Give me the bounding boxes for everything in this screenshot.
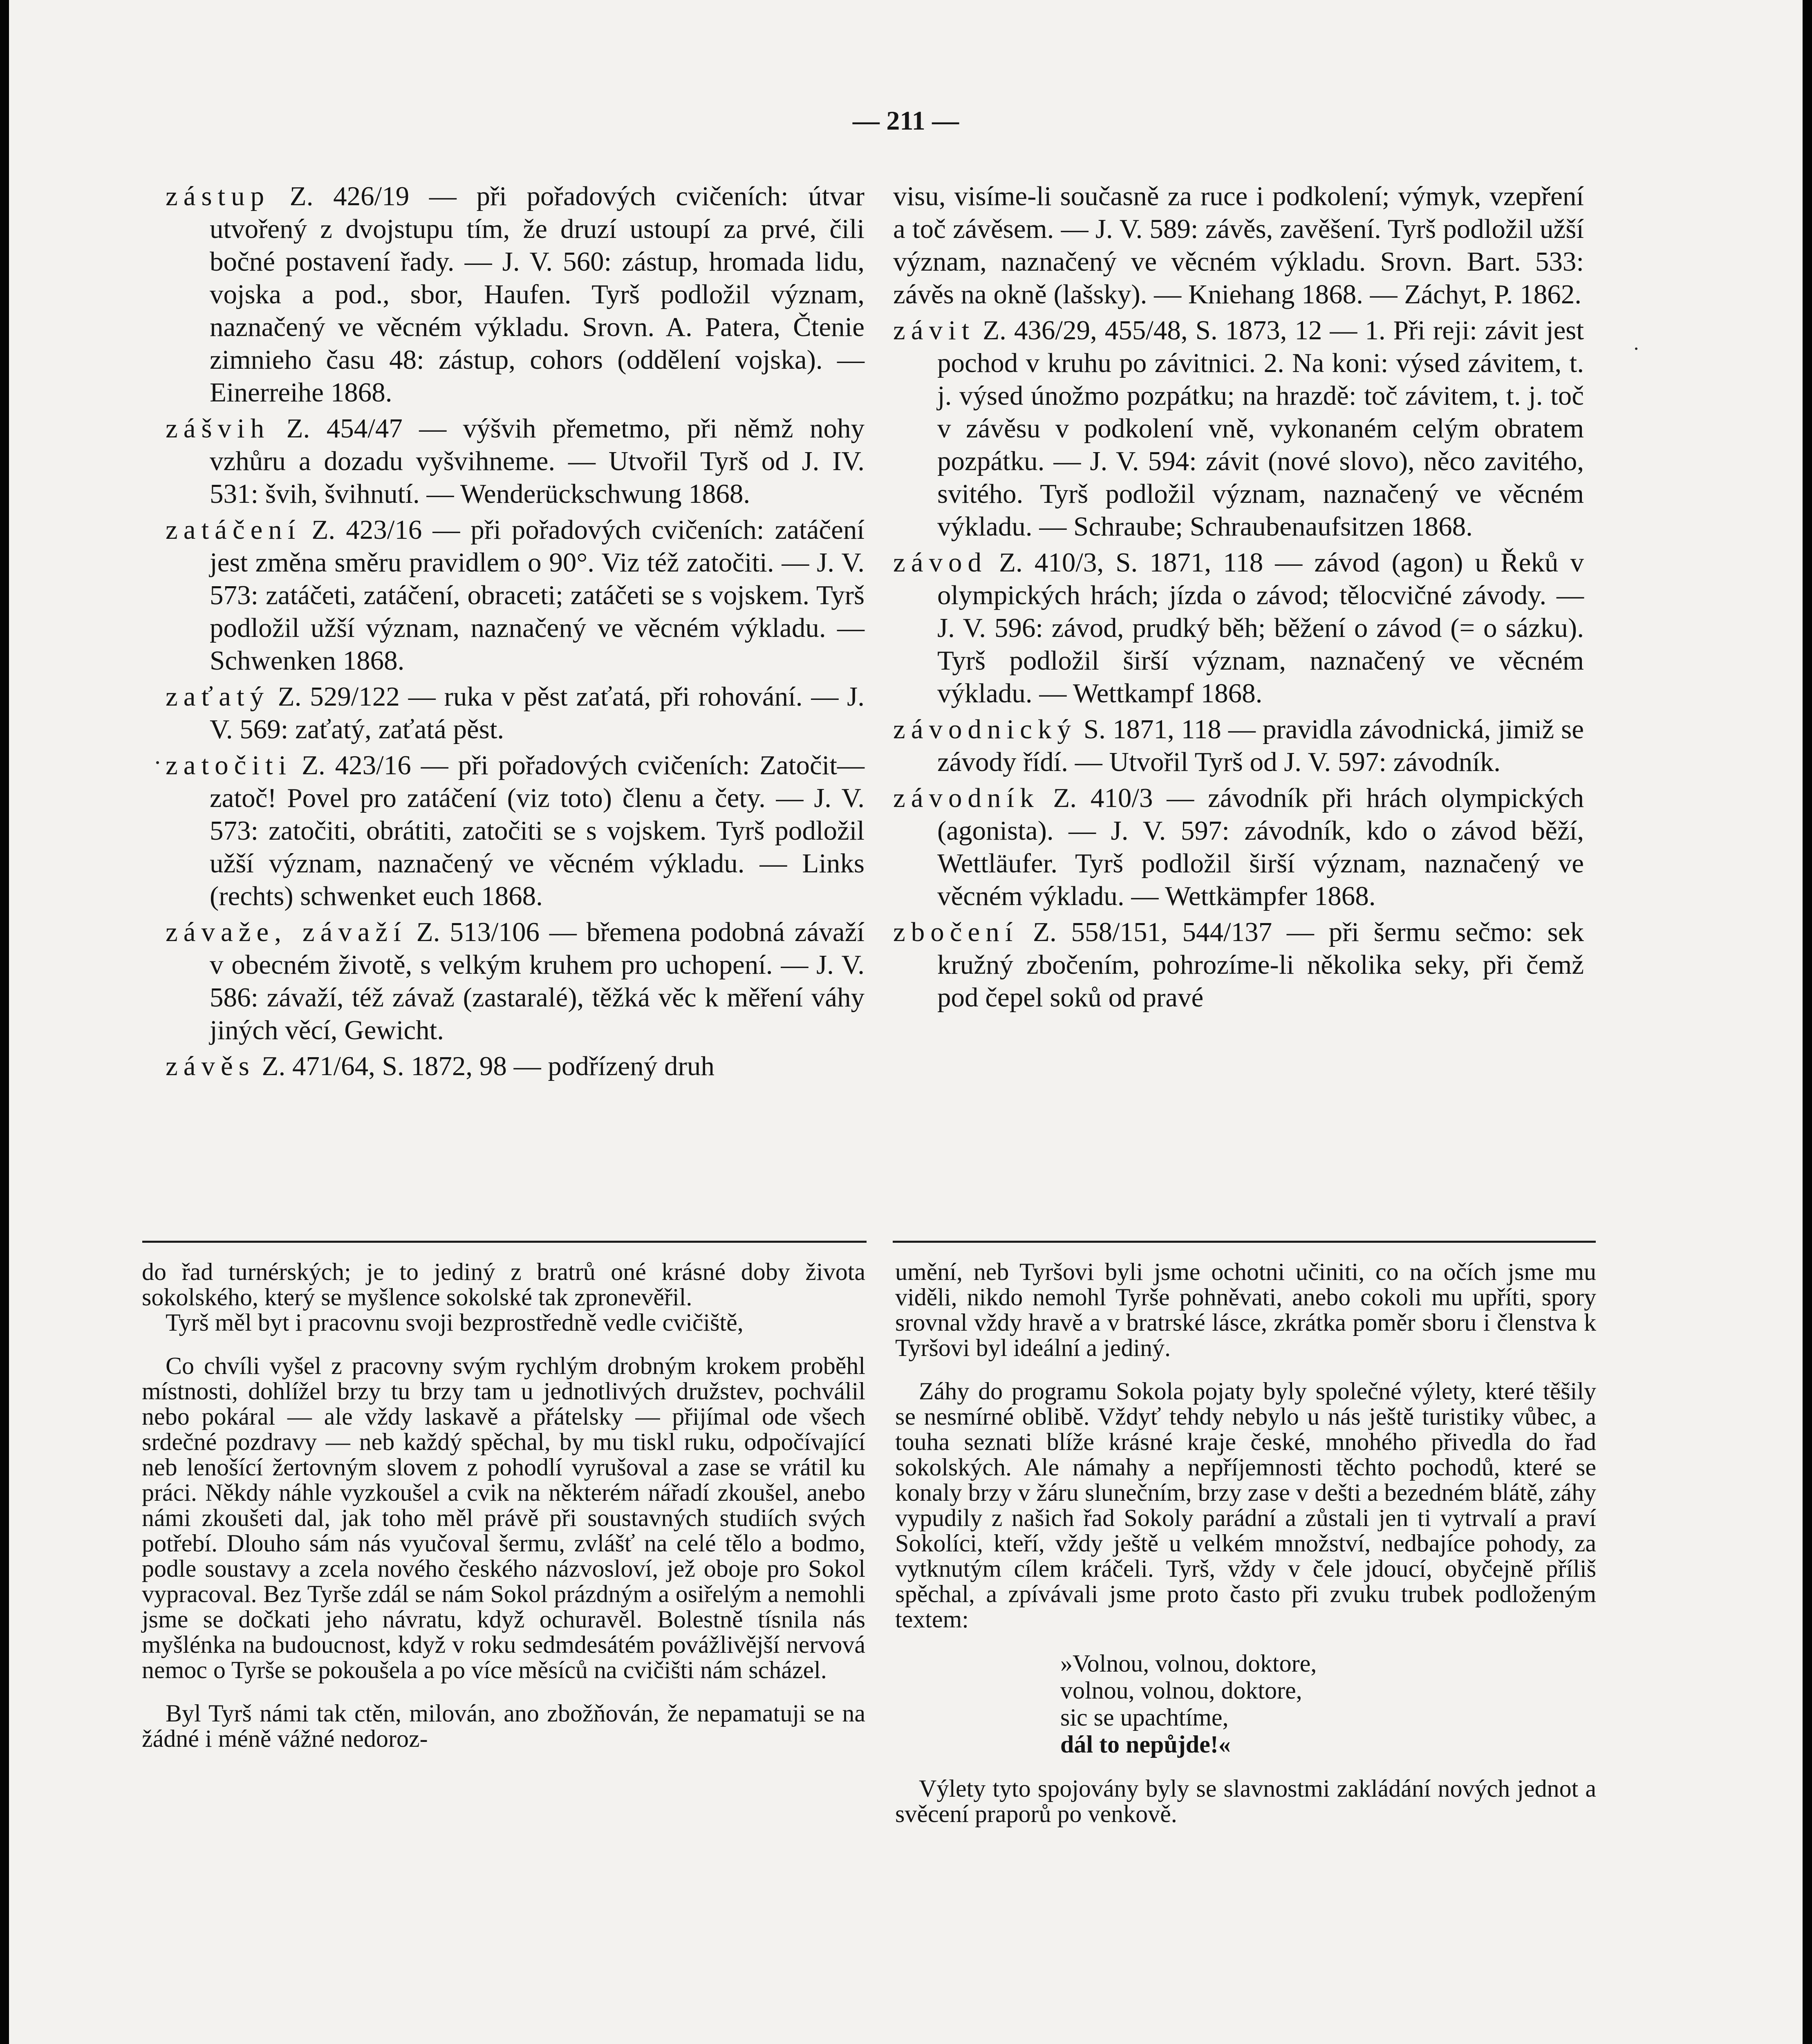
verse-line: »Volnou, volnou, doktore,: [1060, 1650, 1317, 1677]
memoir-paragraph: Výlety tyto spojovány byly se slavnostmi zakládání nových jednot a svěcení praporů po venkově.: [895, 1775, 1596, 1827]
section-divider-right: [893, 1241, 1596, 1243]
scan-speck: [1635, 347, 1637, 350]
entry-text: Z. 471/64, S. 1872, 98 — podřízený druh: [255, 1051, 714, 1081]
entry-zaves: [166, 1050, 865, 1083]
book-page: [9, 0, 1803, 2044]
entry-zavodnicky: [893, 713, 1584, 778]
entry-text: Z. 423/16 — při pořadových cvičeních: zatáčení jest změna směru pravidlem o 90°. Viz též zatočiti. — J. V. 573: zatáčeti, zatáčení, obraceti; zatáčeti se s vojskem. Tyrš podložil užší význam, naznačený ve věcném výkladu. — Schwenken 1868.: [210, 515, 865, 676]
entry-headword: zbočení: [893, 917, 1019, 947]
entry-headword: závodník: [893, 783, 1039, 813]
scan-speck: [156, 761, 159, 764]
entry-headword: závod: [893, 547, 987, 578]
dictionary-column-right: [893, 180, 1584, 1222]
entry-headword: závěs: [166, 1051, 255, 1081]
entry-zavod: [893, 546, 1584, 710]
scan-border-left: [0, 0, 9, 2044]
entry-zavaze: [166, 916, 865, 1047]
memoir-paragraph: umění, neb Tyršovi byli jsme ochotni učiniti, co na očích jsme mu viděli, nikdo nemohl Tyrše pohněvati, anebo cokoli mu upříti, spory srovnal vždy hravě a v bratrské lásce, zkrátka poměr sboru i členstva k Tyršovi byl ideální a jediný.: [895, 1258, 1596, 1361]
entry-text: Z. 558/151, 544/137 — při šermu sečmo: sek kružný zbočením, pohrozíme-li několika seky, při čemž pod čepel soků od pravé: [937, 917, 1584, 1013]
dictionary-column-left: [166, 180, 865, 1222]
verse-line: dál to nepůjde!«: [1060, 1731, 1231, 1758]
song-verse: [1060, 1650, 1596, 1758]
entry-zavodnik: [893, 782, 1584, 912]
entry-headword: zástup: [166, 181, 270, 211]
entry-zastup: [166, 180, 865, 409]
entry-text: Z. 529/122 — ruka v pěst zaťatá, při rohování. — J. V. 569: zaťatý, zaťatá pěst.: [210, 681, 865, 744]
entry-text: S. 1871, 118 — pravidla závodnická, jimiž se závody řídí. — Utvořil Tyrš od J. V. 597: závodník.: [937, 714, 1584, 777]
entry-text: Z. 454/47 — výšvih přemetmo, při němž nohy vzhůru a dozadu vyšvihneme. — Utvořil Tyrš od J. IV. 531: švih, švihnutí. — Wenderückschwung 1868.: [210, 413, 865, 509]
entry-zataceni: [166, 513, 865, 677]
entry-continuation: visu, visíme-li současně za ruce i podkolení; výmyk, vzepření a toč závěsem. — J. V. 589: závěs, zavěšení. Tyrš podložil užší význam, naznačený ve věcném výkladu. Srovn. Bart. 533: závěs na okně (lašsky). — Kniehang 1868. — Záchyt, P. 1862.: [893, 181, 1584, 309]
entry-zavit: [893, 314, 1584, 543]
entry-text: Z. 410/3 — závodník při hrách olympických (agonista). — J. V. 597: závodník, kdo o závod běží, Wettläufer. Tyrš podložil širší význam, naznačený ve věcném výkladu. — Wettkämpfer 1868.: [937, 783, 1584, 911]
entry-headword: zatáčení: [166, 515, 301, 545]
entry-text: Z. 426/19 — při pořadových cvičeních: útvar utvořený z dvojstupu tím, že druzí ustoupí za prvé, čili bočné postavení řady. — J. V. 560: zástup, hromada lidu, vojska a pod., sbor, Haufen. Tyrš podložil význam, naznačený ve věcném výkladu. Srovn. A. Patera, Čtenie zimnieho času 48: zástup, cohors (oddělení vojska). — Einerreihe 1868.: [210, 181, 865, 408]
entry-headword: závodnický: [893, 714, 1077, 744]
verse-line: sic se upachtíme,: [1060, 1704, 1229, 1731]
memoir-column-right: [895, 1259, 1596, 2044]
section-divider-left: [142, 1241, 867, 1243]
entry-headword: závit: [893, 315, 975, 345]
memoir-column-left: [142, 1259, 865, 2044]
entry-text: Z. 436/29, 455/48, S. 1873, 12 — 1. Při reji: závit jest pochod v kruhu po závitnici. 2. Na koni: výsed závitem, t. j. výsed únožmo pozpátku; na hrazdě: toč závitem, t. j. toč v závěsu v podkolení vně, vykonaném celým obratem pozpátku. — J. V. 594: závit (nové slovo), něco zavitého, svitého. Tyrš podložil význam, naznačený ve věcném výkladu. — Schraube; Schraubenaufsitzen 1868.: [937, 315, 1584, 542]
entry-zasvih: [166, 412, 865, 510]
entry-text: Z. 513/106 — břemena podobná závaží v obecném životě, s velkým kruhem pro uchopení. — J. V. 586: závaží, též závaž (zastaralé), těžká věc k měření váhy jiných věcí, Gewicht.: [210, 917, 865, 1045]
memoir-paragraph: Záhy do programu Sokola pojaty byly společné výlety, které těšily se nesmírné oblibě. Vždyť tehdy nebylo u nás ještě turistiky vůbec, a touha seznati blíže krásné kraje české, mnohého přivedla do řad sokolských. Ale námahy a nepříjemnosti těchto pochodů, které se konaly brzy v žáru slunečním, brzy zase v dešti a bezedném blátě, záhy vypudily z našich řad Sokoly parádní a zůstali jen ti vytrvalí a praví Sokolíci, kteří, vždy ještě u velkém množství, nedbajíce pohody, za vytknutým cílem kráčeli. Tyrš, vždy v čele jdoucí, obyčejně příliš spěchal, a zpívávali jsme proto často při zvuku trubek podloženým textem:: [895, 1378, 1596, 1633]
entry-headword: závaže, závaží: [166, 917, 407, 947]
verse-line: volnou, volnou, doktore,: [1060, 1677, 1302, 1704]
page-number: — 211 —: [852, 106, 959, 136]
memoir-paragraph: Tyrš měl byt i pracovnu svoji bezprostředně vedle cvičiště,: [166, 1309, 744, 1336]
entry-headword: zášvih: [166, 413, 270, 444]
memoir-paragraph: Co chvíli vyšel z pracovny svým rychlým drobným krokem proběhl místnosti, dohlížel brzy tu brzy tam u jednotlivých družstev, pochválil nebo pokáral — ale vždy laskavě a přátelsky — přijímal ode všech srdečné pozdravy — neb každý spěchal, by mu tiskl ruku, odpočívající neb lenošící žertovným slovem z pohodlí vyrušoval a zase se vrátil ku práci. Někdy náhle vyzkoušel a cvik na některém nářadí zkoušel, anebo námi zkoušeti dal, jak toho měl právě při soustavných studiích svých potřebí. Dlouho sám nás vyučoval šermu, zvlášť na celé tělo a bodmo, podle soustavy a zcela nového českého názvosloví, jež oboje pro Sokol vypracoval. Bez Tyrše zdál se nám Sokol prázdným a osiřelým a nemohli jsme se dočkati jeho návratu, když ochuravěl. Bolestně tísnila nás myšlénka na budoucnost, když v roku sedmdesátém povážlivější nervová nemoc o Tyrše se pokoušela a po více měsíců na cvičišti nám scházel.: [142, 1352, 865, 1683]
entry-zboceni: [893, 916, 1584, 1014]
entry-zataty: [166, 680, 865, 746]
memoir-paragraph: Byl Tyrš námi tak ctěn, milován, ano zbožňován, že nepamatuji se na žádné i méně vážné nedoroz-: [142, 1700, 865, 1752]
memoir-paragraph: do řad turnérských; je to jediný z bratrů oné krásné doby života sokolského, který se myšlence sokolské tak zpronevěřil.: [142, 1258, 865, 1311]
entry-headword: zatočiti: [166, 750, 292, 780]
entry-zatociti: [166, 749, 865, 912]
entry-text: Z. 423/16 — při pořadových cvičeních: Zatočit—zatoč! Povel pro zatáčení (viz toto) členu a čety. — J. V. 573: zatočiti, obrátiti, zatočiti se s vojskem. Tyrš podložil užší význam, naznačený ve věcném výkladu. — Links (rechts) schwenket euch 1868.: [210, 750, 865, 911]
scan-border-right: [1803, 0, 1812, 2044]
entry-text: Z. 410/3, S. 1871, 118 — závod (agon) u Řeků v olympických hrách; jízda o závod; tělocvičné závody. — J. V. 596: závod, prudký běh; běžení o závod (= o sázku). Tyrš podložil širší význam, naznačený ve věcném výkladu. — Wettkampf 1868.: [937, 547, 1584, 708]
entry-headword: zaťatý: [166, 681, 269, 712]
